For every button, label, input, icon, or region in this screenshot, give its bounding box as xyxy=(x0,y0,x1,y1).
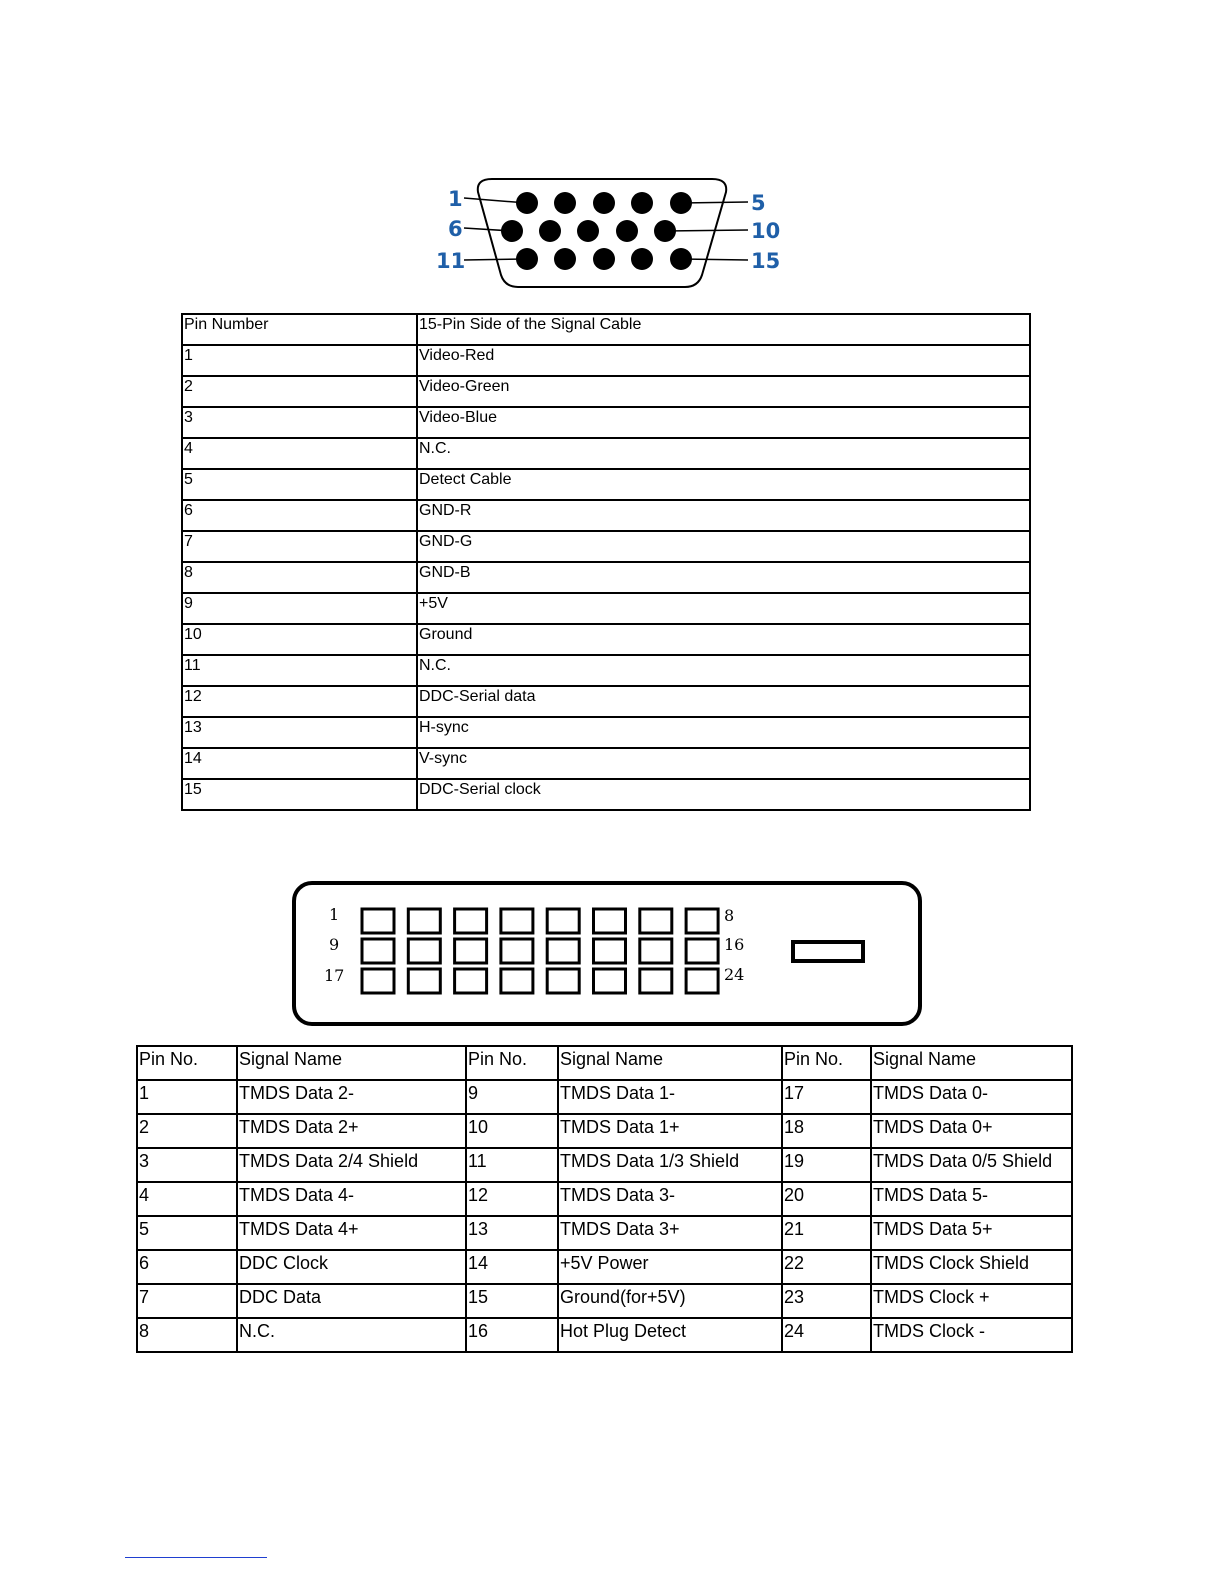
table-cell: 4 xyxy=(137,1182,237,1216)
table-cell: TMDS Data 5- xyxy=(871,1182,1072,1216)
dvi-connector-shell xyxy=(294,883,920,1024)
table-cell: GND-B xyxy=(417,562,1030,593)
vga-label-pin6: 6 xyxy=(448,217,463,241)
table-row xyxy=(137,1148,1072,1182)
table-cell: TMDS Data 2+ xyxy=(237,1114,466,1148)
table-cell: 12 xyxy=(466,1182,558,1216)
table-cell: TMDS Data 3+ xyxy=(558,1216,782,1250)
table-cell: Ground(for+5V) xyxy=(558,1284,782,1318)
table-row xyxy=(182,500,1030,531)
dvi-label-pin9: 9 xyxy=(329,935,340,954)
table-cell: 15 xyxy=(182,779,417,810)
column-header: Pin Number xyxy=(182,314,417,345)
table-cell: 12 xyxy=(182,686,417,717)
table-cell: 24 xyxy=(782,1318,871,1352)
table-cell: TMDS Data 1+ xyxy=(558,1114,782,1148)
table-row xyxy=(182,655,1030,686)
table-cell: 11 xyxy=(182,655,417,686)
dvi-pin-table xyxy=(136,1045,1073,1353)
table-cell: TMDS Data 3- xyxy=(558,1182,782,1216)
table-cell: V-sync xyxy=(417,748,1030,779)
table-cell: 10 xyxy=(466,1114,558,1148)
table-cell: GND-R xyxy=(417,500,1030,531)
table-cell: 4 xyxy=(182,438,417,469)
table-cell: Video-Blue xyxy=(417,407,1030,438)
table-cell: TMDS Data 0/5 Shield xyxy=(871,1148,1072,1182)
dvi-pin-5 xyxy=(547,909,579,933)
dvi-label-pin24: 24 xyxy=(724,965,745,984)
column-header: Signal Name xyxy=(871,1046,1072,1080)
dvi-pin-1 xyxy=(362,909,394,933)
column-header: Signal Name xyxy=(237,1046,466,1080)
table-cell: 21 xyxy=(782,1216,871,1250)
table-cell: 6 xyxy=(137,1250,237,1284)
table-row xyxy=(137,1250,1072,1284)
table-cell: Ground xyxy=(417,624,1030,655)
table-cell: 1 xyxy=(182,345,417,376)
table-cell: 1 xyxy=(137,1080,237,1114)
column-header: Pin No. xyxy=(782,1046,871,1080)
table-cell: 19 xyxy=(782,1148,871,1182)
dvi-pin-10 xyxy=(408,939,440,963)
table-row xyxy=(137,1318,1072,1352)
table-cell: TMDS Data 0- xyxy=(871,1080,1072,1114)
dvi-pin-21 xyxy=(547,969,579,993)
table-cell: Detect Cable xyxy=(417,469,1030,500)
table-cell: 18 xyxy=(782,1114,871,1148)
table-cell: 2 xyxy=(137,1114,237,1148)
column-header: Pin No. xyxy=(466,1046,558,1080)
dvi-pin-16 xyxy=(686,939,718,963)
vga-pin-9 xyxy=(616,220,638,242)
table-cell: 23 xyxy=(782,1284,871,1318)
dvi-pin-17 xyxy=(362,969,394,993)
table-cell: TMDS Clock - xyxy=(871,1318,1072,1352)
table-cell: TMDS Data 0+ xyxy=(871,1114,1072,1148)
table-cell: +5V Power xyxy=(558,1250,782,1284)
table-cell: TMDS Data 4- xyxy=(237,1182,466,1216)
dvi-pin-3 xyxy=(455,909,487,933)
table-cell: GND-G xyxy=(417,531,1030,562)
table-cell: 7 xyxy=(137,1284,237,1318)
table-header-row xyxy=(182,314,1030,345)
table-row xyxy=(182,717,1030,748)
table-cell: 10 xyxy=(182,624,417,655)
table-cell: 14 xyxy=(466,1250,558,1284)
table-cell: 17 xyxy=(782,1080,871,1114)
dvi-pin-18 xyxy=(408,969,440,993)
column-header: Pin No. xyxy=(137,1046,237,1080)
table-row xyxy=(182,779,1030,810)
vga-pin-8 xyxy=(577,220,599,242)
dvi-label-pin1: 1 xyxy=(329,905,340,924)
vga-pin-3 xyxy=(593,192,615,214)
vga-label-pin11: 11 xyxy=(436,249,466,273)
table-row xyxy=(182,531,1030,562)
dvi-pin-4 xyxy=(501,909,533,933)
table-row xyxy=(182,438,1030,469)
table-cell: 8 xyxy=(182,562,417,593)
vga-pin-group xyxy=(501,192,692,270)
vga-label-pin10: 10 xyxy=(751,219,781,243)
dvi-pin-6 xyxy=(594,909,626,933)
dvi-pin-14 xyxy=(594,939,626,963)
table-cell: 22 xyxy=(782,1250,871,1284)
table-cell: 11 xyxy=(466,1148,558,1182)
dvi-label-pin17: 17 xyxy=(324,966,345,985)
table-cell: 20 xyxy=(782,1182,871,1216)
table-row xyxy=(137,1080,1072,1114)
table-cell: DDC-Serial clock xyxy=(417,779,1030,810)
table-cell: +5V xyxy=(417,593,1030,624)
table-cell: H-sync xyxy=(417,717,1030,748)
dvi-pin-8 xyxy=(686,909,718,933)
table-header-row xyxy=(137,1046,1072,1080)
vga-label-pin15: 15 xyxy=(751,249,781,273)
dvi-pin-13 xyxy=(547,939,579,963)
table-row xyxy=(182,686,1030,717)
table-cell: 8 xyxy=(137,1318,237,1352)
vga-pin-12 xyxy=(554,248,576,270)
dvi-pin-group xyxy=(362,909,718,993)
vga-pin-table xyxy=(181,313,1031,811)
table-cell: Hot Plug Detect xyxy=(558,1318,782,1352)
dvi-pin-22 xyxy=(594,969,626,993)
table-cell: Video-Red xyxy=(417,345,1030,376)
table-cell: TMDS Clock Shield xyxy=(871,1250,1072,1284)
table-row xyxy=(182,624,1030,655)
table-row xyxy=(182,562,1030,593)
table-cell: 7 xyxy=(182,531,417,562)
table-cell: N.C. xyxy=(417,438,1030,469)
table-cell: 6 xyxy=(182,500,417,531)
table-cell: N.C. xyxy=(237,1318,466,1352)
table-cell: TMDS Data 1/3 Shield xyxy=(558,1148,782,1182)
table-cell: DDC Data xyxy=(237,1284,466,1318)
dvi-pin-11 xyxy=(455,939,487,963)
column-header: Signal Name xyxy=(558,1046,782,1080)
table-cell: 13 xyxy=(182,717,417,748)
table-cell: 3 xyxy=(182,407,417,438)
table-row xyxy=(182,376,1030,407)
dvi-pin-19 xyxy=(455,969,487,993)
table-row xyxy=(182,748,1030,779)
dvi-pin-2 xyxy=(408,909,440,933)
table-cell: 15 xyxy=(466,1284,558,1318)
table-row xyxy=(182,345,1030,376)
table-row xyxy=(137,1182,1072,1216)
table-cell: DDC-Serial data xyxy=(417,686,1030,717)
table-cell: N.C. xyxy=(417,655,1030,686)
vga-connector-diagram xyxy=(430,172,790,294)
table-cell: 2 xyxy=(182,376,417,407)
table-row xyxy=(137,1114,1072,1148)
table-cell: TMDS Data 2- xyxy=(237,1080,466,1114)
table-cell: TMDS Data 1- xyxy=(558,1080,782,1114)
table-row xyxy=(182,407,1030,438)
dvi-connector-diagram xyxy=(290,880,924,1028)
table-cell: TMDS Data 4+ xyxy=(237,1216,466,1250)
table-cell: 14 xyxy=(182,748,417,779)
table-row xyxy=(137,1216,1072,1250)
vga-pin-14 xyxy=(631,248,653,270)
vga-label-pin1: 1 xyxy=(448,187,463,211)
table-cell: TMDS Clock + xyxy=(871,1284,1072,1318)
vga-pin-13 xyxy=(593,248,615,270)
table-cell: 3 xyxy=(137,1148,237,1182)
table-cell: 9 xyxy=(182,593,417,624)
dvi-pin-15 xyxy=(640,939,672,963)
vga-pin-7 xyxy=(539,220,561,242)
dvi-pin-20 xyxy=(501,969,533,993)
dvi-pin-23 xyxy=(640,969,672,993)
table-row xyxy=(137,1284,1072,1318)
table-cell: TMDS Data 5+ xyxy=(871,1216,1072,1250)
table-row xyxy=(182,593,1030,624)
dvi-pin-7 xyxy=(640,909,672,933)
dvi-pin-24 xyxy=(686,969,718,993)
dvi-flat-blade xyxy=(793,942,863,961)
table-cell: TMDS Data 2/4 Shield xyxy=(237,1148,466,1182)
table-cell: DDC Clock xyxy=(237,1250,466,1284)
table-cell: 13 xyxy=(466,1216,558,1250)
dvi-label-pin8: 8 xyxy=(724,906,735,925)
table-row xyxy=(182,469,1030,500)
vga-label-pin5: 5 xyxy=(751,191,766,215)
vga-pin-2 xyxy=(554,192,576,214)
dvi-label-pin16: 16 xyxy=(724,935,745,954)
table-cell: 5 xyxy=(182,469,417,500)
vga-pin-4 xyxy=(631,192,653,214)
table-cell: 5 xyxy=(137,1216,237,1250)
table-cell: 9 xyxy=(466,1080,558,1114)
column-header: 15-Pin Side of the Signal Cable xyxy=(417,314,1030,345)
table-cell: 16 xyxy=(466,1318,558,1352)
footnote-separator xyxy=(125,1557,267,1558)
dvi-pin-9 xyxy=(362,939,394,963)
table-cell: Video-Green xyxy=(417,376,1030,407)
dvi-pin-12 xyxy=(501,939,533,963)
